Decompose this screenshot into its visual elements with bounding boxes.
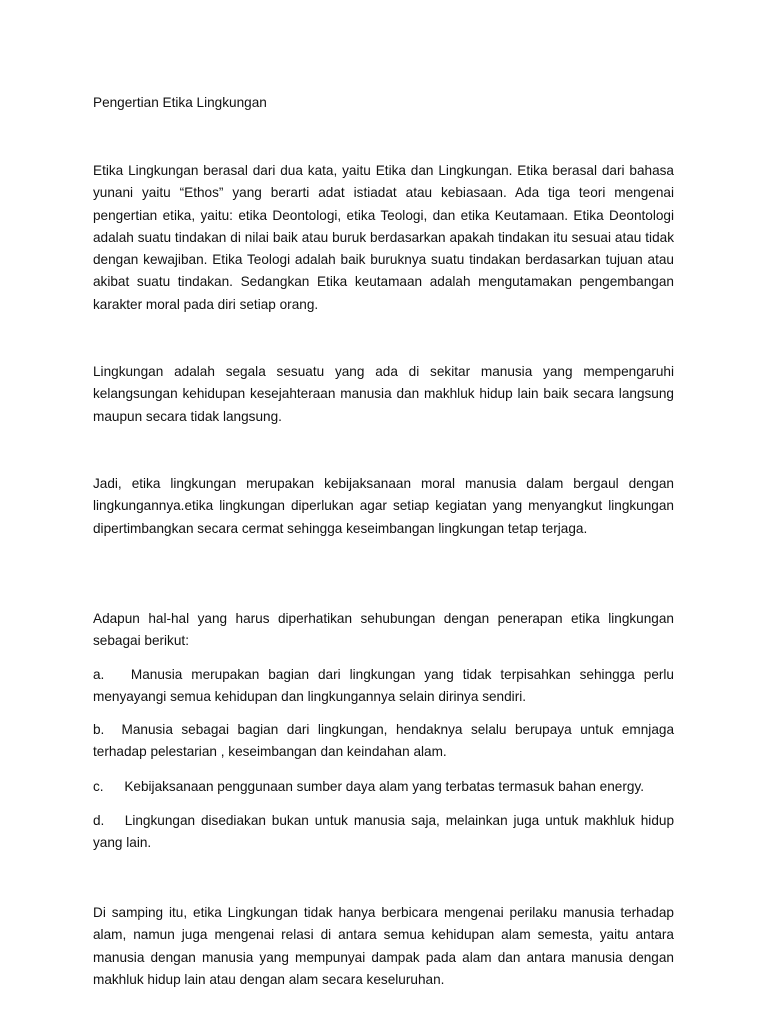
paragraph-closing: Di samping itu, etika Lingkungan tidak hanya berbicara mengenai perilaku manusia terhadap alam, namun juga mengenai relasi di antara semua kehidupan alam semesta, yaitu antara manusia dengan manusia yang mempunyai dampak pada alam dan antara manusia dengan makhluk hidup lain atau dengan alam secara keseluruhan.: [93, 905, 674, 987]
list-item-text: Lingkungan disediakan bukan untuk manusia saja, melainkan juga untuk makhluk hidup yang lain.: [93, 813, 674, 851]
paragraph-definition-etika: Etika Lingkungan berasal dari dua kata, yaitu Etika dan Lingkungan. Etika berasal dari bahasa yunani yaitu “Ethos” yang berarti adat istiadat atau kebiasaan. Ada tiga teori mengenai pengertian etika, yaitu: etika Deontologi, etika Teologi, dan etika Keutamaan. Etika Deontologi adalah suatu tindakan di nilai baik atau buruk berdasarkan apakah tindakan itu sesuai atau tidak dengan kewajiban. Etika Teologi adalah baik buruknya suatu tindakan berdasarkan tujuan atau akibat suatu tindakan. Sedangkan Etika keutamaan adalah mengutamakan pengembangan karakter moral pada diri setiap orang.: [93, 163, 674, 312]
paragraph-list-intro: Adapun hal-hal yang harus diperhatikan sehubungan dengan penerapan etika lingkungan sebagai berikut:: [93, 611, 674, 649]
list-item-text: Manusia sebagai bagian dari lingkungan, hendaknya selalu berupaya untuk emnjaga terhadap pelestarian , keseimbangan dan keindahan alam.: [93, 722, 675, 760]
list-item-text: Kebijaksanaan penggunaan sumber daya alam yang terbatas termasuk bahan energy.: [124, 779, 645, 794]
page-title: Pengertian Etika Lingkungan: [93, 95, 267, 110]
list-item-d: [93, 810, 674, 855]
list-item-b: [93, 719, 674, 764]
list-marker: d.: [93, 813, 105, 828]
paragraph-definition-lingkungan: Lingkungan adalah segala sesuatu yang ada di sekitar manusia yang mempengaruhi kelangsungan kehidupan kesejahteraan manusia dan makhluk hidup lain baik secara langsung maupun secara tidak langsung.: [93, 364, 674, 424]
list-marker: a.: [93, 667, 105, 682]
list-item-text: Manusia merupakan bagian dari lingkungan yang tidak terpisahkan sehingga perlu menyayangi semua kehidupan dan lingkungannya selain dirinya sendiri.: [93, 667, 674, 705]
list-marker: c.: [93, 779, 104, 794]
list-item-a: [93, 664, 674, 709]
list-marker: b.: [93, 722, 105, 737]
list-item-c: [93, 776, 674, 798]
paragraph-conclusion: Jadi, etika lingkungan merupakan kebijaksanaan moral manusia dalam bergaul dengan lingkungannya.etika lingkungan diperlukan agar setiap kegiatan yang menyangkut lingkungan dipertimbangkan secara cermat sehingga keseimbangan lingkungan tetap terjaga.: [93, 476, 674, 536]
